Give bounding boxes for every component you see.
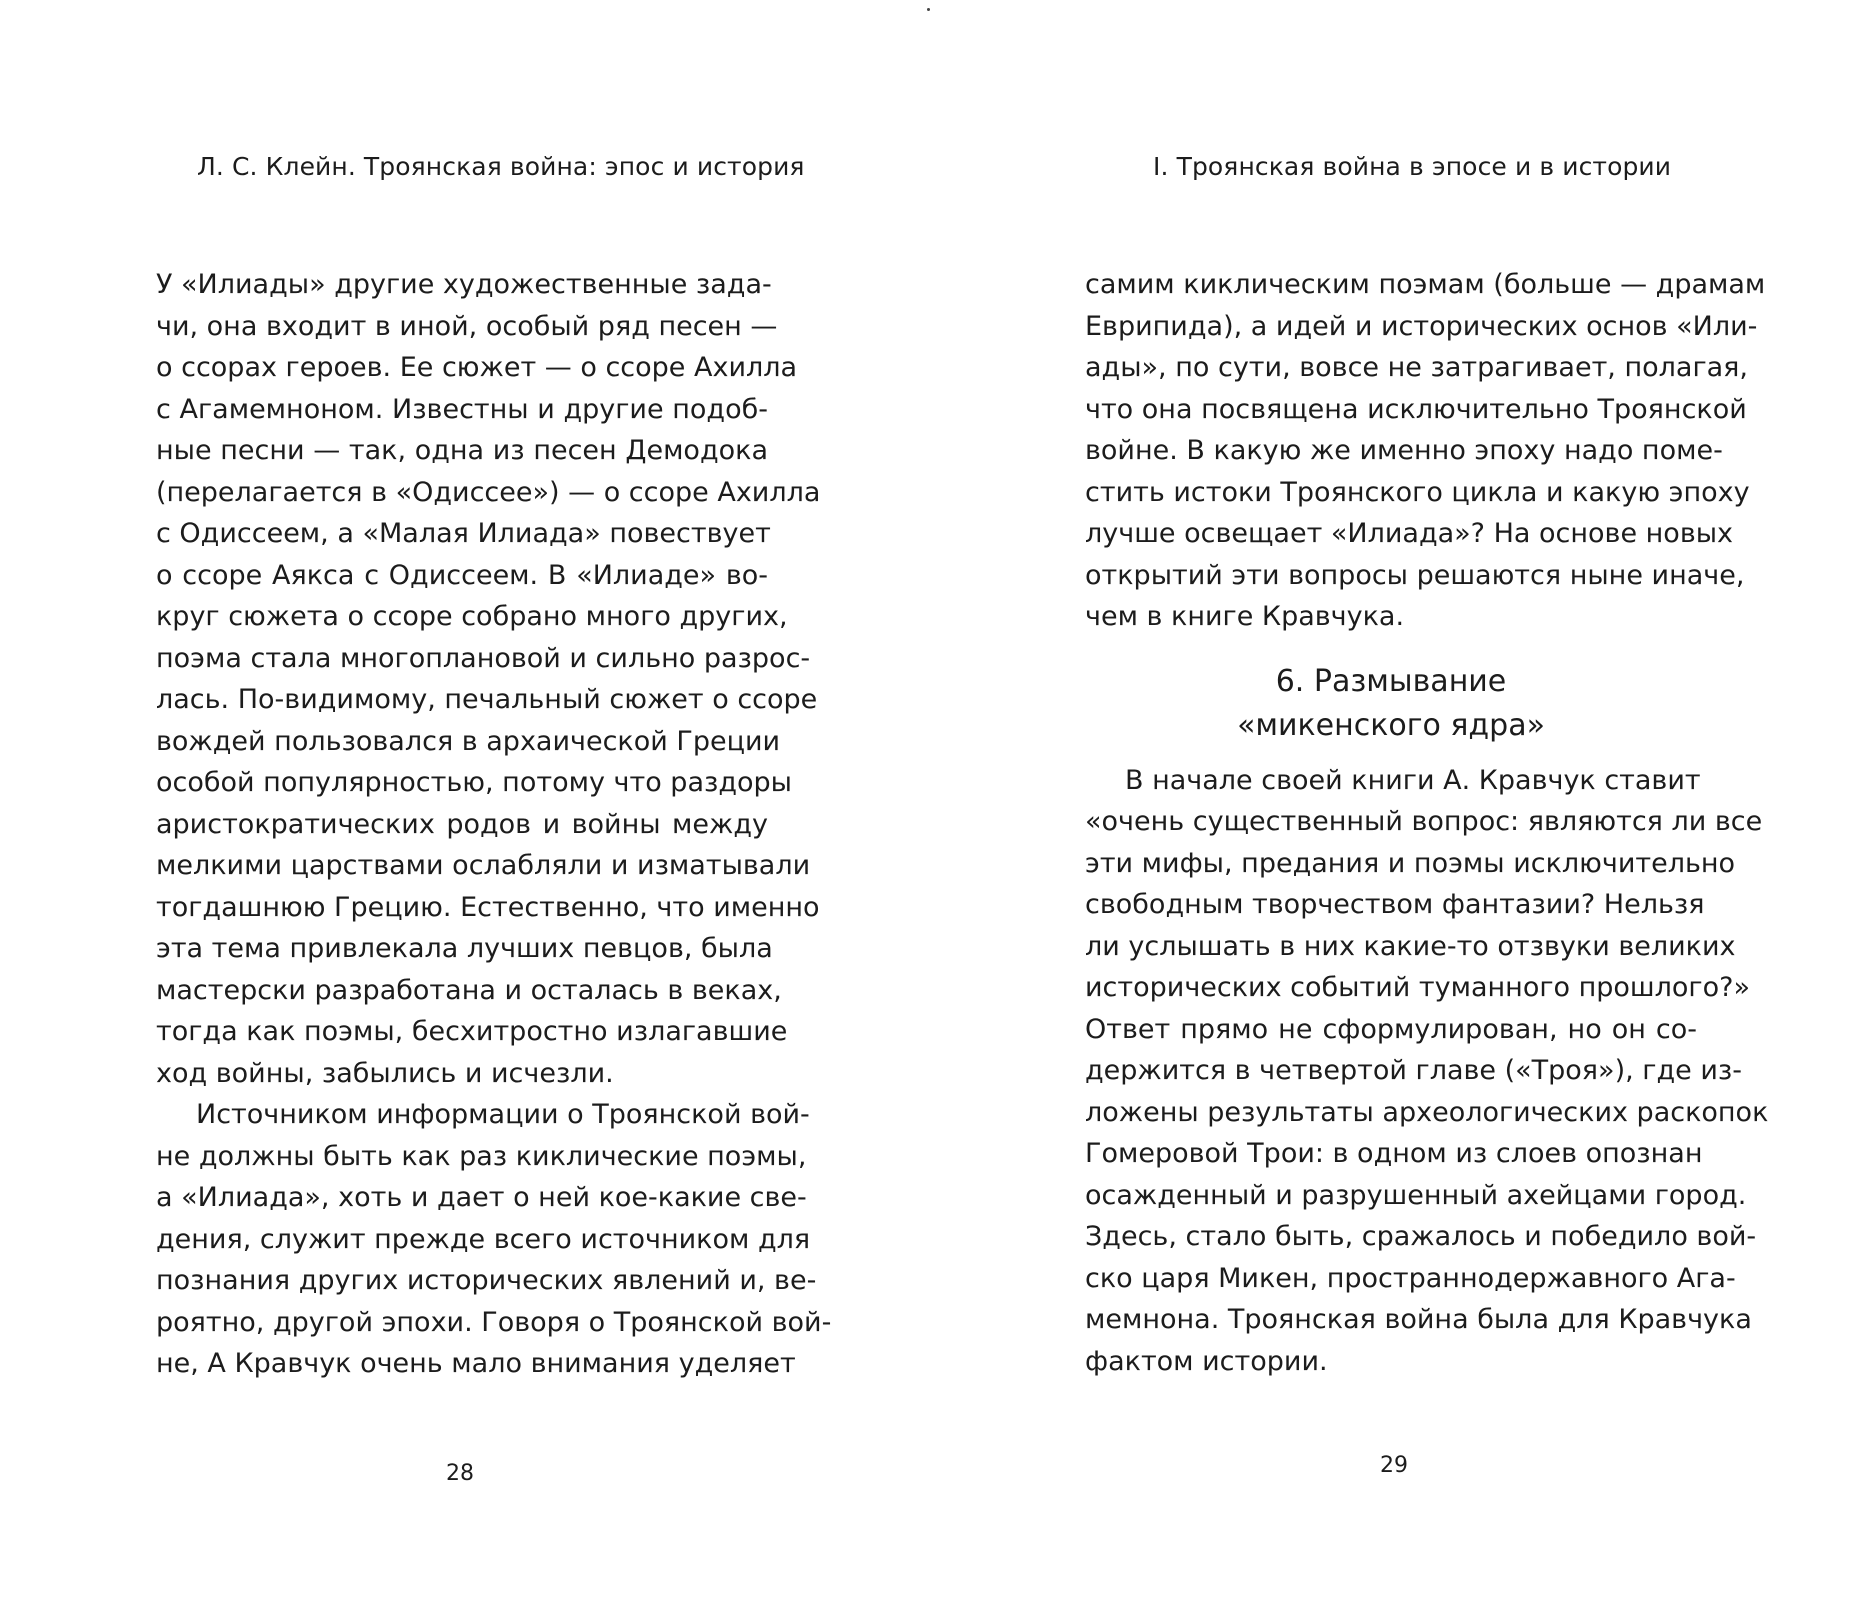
text-line: тогда как поэмы, бесхитростно излагавшие <box>156 1016 788 1047</box>
text-line: лучше освещает «Илиада»? На основе новых <box>1085 518 1734 549</box>
text-line: ады», по сути, вовсе не затрагивает, полагая, <box>1085 352 1749 383</box>
text-line: Здесь, стало быть, сражалось и победило вой- <box>1085 1221 1757 1252</box>
text-line: особой популярностью, потому что раздоры <box>156 767 792 798</box>
running-head-left: Л. С. Клейн. Троянская война: эпос и история <box>197 152 805 181</box>
right-page <box>928 0 1857 1614</box>
left-page <box>0 0 928 1614</box>
text-line: с Агамемноном. Известны и другие подоб- <box>156 393 768 425</box>
text-line: Еврипида), а идей и исторических основ «Или- <box>1085 310 1758 342</box>
text-line: аристократических родов и войны между <box>156 808 768 840</box>
text-line: вождей пользовался в архаической Греции <box>156 725 781 757</box>
text-line: ли услышать в них какие-то отзвуки великих <box>1085 930 1736 962</box>
text-line: познания других исторических явлений и, ве- <box>156 1265 817 1296</box>
text-line: свободным творчеством фантазии? Нельзя <box>1085 889 1705 920</box>
text-line: чи, она входит в иной, особый ряд песен — <box>156 310 778 342</box>
text-line: тогдашнюю Грецию. Естественно, что именно <box>156 891 820 923</box>
text-line: открытий эти вопросы решаются ныне иначе, <box>1085 559 1745 591</box>
text-line: самим киклическим поэмам (больше — драмам <box>1085 269 1766 300</box>
text-line: о ссорах героев. Ее сюжет — о ссоре Ахилла <box>156 352 798 383</box>
running-head-right: I. Троянская война в эпосе и в истории <box>1153 152 1672 181</box>
text-line: фактом истории. <box>1085 1345 1328 1377</box>
text-line: поэма стала многоплановой и сильно разрос- <box>156 642 811 674</box>
text-line: ско царя Микен, пространнодержавного Ага- <box>1085 1262 1736 1294</box>
text-line: не, А Кравчук очень мало внимания уделяет <box>156 1348 796 1379</box>
text-line: роятно, другой эпохи. Говоря о Троянской вой- <box>156 1306 832 1338</box>
text-line: Ответ прямо не сформулирован, но он со- <box>1085 1013 1697 1045</box>
text-line: ложены результаты археологических раскопок <box>1085 1096 1769 1128</box>
text-line: чем в книге Кравчука. <box>1085 601 1405 632</box>
text-line: не должны быть как раз киклические поэмы, <box>156 1140 807 1172</box>
text-line: мемнона. Троянская война была для Кравчука <box>1085 1304 1752 1335</box>
text-line: стить истоки Троянского цикла и какую эпоху <box>1085 476 1750 508</box>
section-heading <box>1085 660 1697 748</box>
text-line: мелкими царствами ослабляли и изматывали <box>156 850 811 881</box>
text-line: круг сюжета о ссоре собрано много других, <box>156 601 788 632</box>
text-line: а «Илиада», хоть и дает о ней кое-какие све- <box>156 1182 807 1213</box>
text-line: Источником информации о Троянской вой- <box>196 1099 810 1130</box>
text-line: войне. В какую же именно эпоху надо поме- <box>1085 435 1723 466</box>
text-line: с Одиссеем, а «Малая Илиада» повествует <box>156 518 771 549</box>
text-line: исторических событий туманного прошлого?» <box>1085 972 1750 1003</box>
text-line: У «Илиады» другие художественные зада- <box>156 269 772 300</box>
text-line: что она посвящена исключительно Троянской <box>1085 393 1747 425</box>
text-line: мастерски разработана и осталась в веках, <box>156 974 782 1006</box>
text-line: осажденный и разрушенный ахейцами город. <box>1085 1179 1747 1211</box>
page-number-right: 29 <box>1380 1453 1408 1478</box>
text-line: «очень существенный вопрос: являются ли все <box>1085 806 1763 837</box>
text-line: держится в четвертой главе («Троя»), где из- <box>1085 1055 1742 1086</box>
page-number-left: 28 <box>446 1461 474 1486</box>
text-line: (перелагается в «Одиссее») — о ссоре Ахилла <box>156 476 821 508</box>
section-heading-line-2: «микенского ядра» <box>1237 707 1545 743</box>
text-line: эта тема привлекала лучших певцов, была <box>156 933 773 964</box>
text-line: Гомеровой Трои: в одном из слоев опознан <box>1085 1138 1703 1169</box>
text-line: дения, служит прежде всего источником для <box>156 1223 811 1255</box>
body-text-right <box>1085 264 1769 1382</box>
body-text-left <box>156 264 832 1385</box>
text-line: о ссоре Аякса с Одиссеем. В «Илиаде» во- <box>156 559 768 591</box>
text-line: ход войны, забылись и исчезли. <box>156 1057 614 1089</box>
text-line: лась. По-видимому, печальный сюжет о ссоре <box>156 684 818 715</box>
section-heading-line-1: 6. Размывание <box>1275 663 1507 699</box>
text-line: В начале своей книги А. Кравчук ставит <box>1125 764 1701 796</box>
text-line: ные песни — так, одна из песен Демодока <box>156 435 768 466</box>
text-line: эти мифы, предания и поэмы исключительно <box>1085 847 1736 879</box>
